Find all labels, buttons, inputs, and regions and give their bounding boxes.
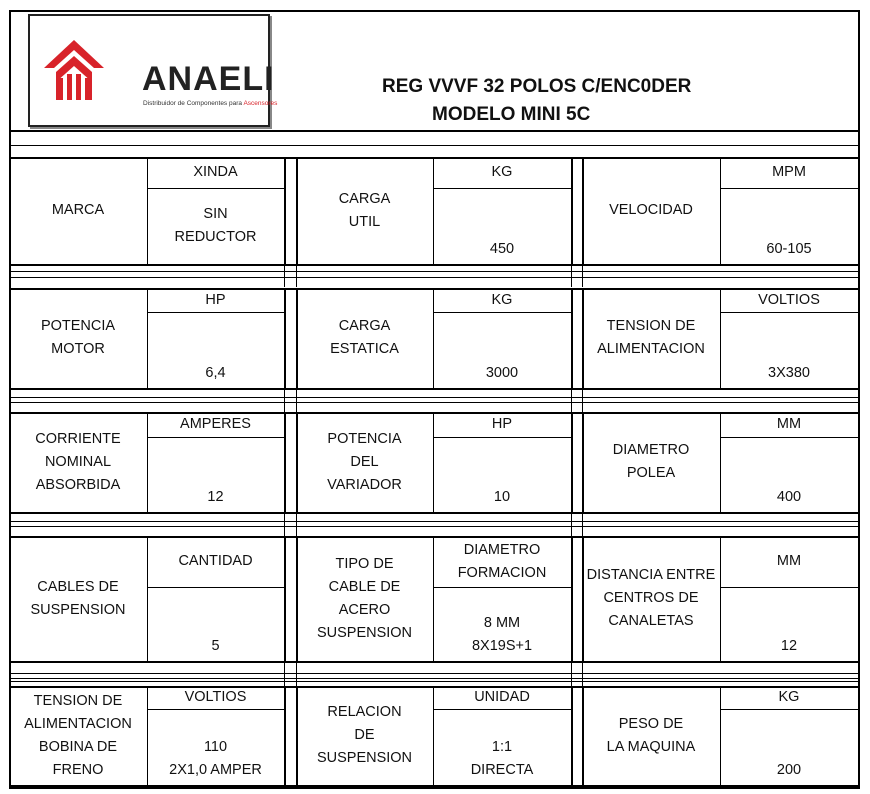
spec-unit: KG	[491, 164, 513, 180]
grid-line	[9, 661, 860, 663]
grid-line	[284, 661, 285, 688]
spec-value: 400	[776, 489, 802, 505]
grid-line	[9, 785, 860, 787]
spec-label: PESO DE LA MAQUINA	[606, 715, 696, 755]
spec-unit: VOLTIOS	[184, 689, 247, 705]
grid-line	[582, 512, 583, 536]
grid-line	[582, 388, 583, 412]
spec-value: 60-105	[766, 241, 812, 257]
spec-unit: CANTIDAD	[178, 553, 253, 569]
grid-line	[9, 10, 860, 12]
anaeli-emblem-icon	[42, 38, 106, 102]
grid-line	[9, 787, 860, 789]
spec-label: POTENCIA MOTOR	[40, 318, 116, 357]
grid-line	[284, 264, 285, 287]
spec-label: CORRIENTE NOMINAL ABSORBIDA	[35, 430, 121, 493]
spec-label: DIAMETRO POLEA	[612, 442, 690, 481]
grid-line	[9, 402, 860, 403]
page-subtitle: MODELO MINI 5C	[432, 104, 591, 125]
spec-value: 6,4	[205, 365, 226, 381]
spec-value: 12	[207, 489, 224, 505]
grid-line	[571, 388, 572, 412]
grid-line	[9, 277, 860, 278]
grid-line	[284, 686, 286, 785]
grid-line	[284, 288, 286, 388]
grid-line	[9, 521, 860, 522]
spec-value: 3000	[485, 365, 519, 381]
spec-value: 200	[776, 762, 802, 778]
spec-label: POTENCIA DEL VARIADOR	[327, 430, 402, 493]
grid-line	[571, 412, 573, 512]
grid-line	[284, 536, 286, 661]
spec-unit: UNIDAD	[474, 689, 530, 705]
page-title: REG VVVF 32 POLOS C/ENC0DER	[382, 76, 692, 97]
spec-value: 1:1 DIRECTA	[470, 739, 534, 778]
spec-value: 110 2X1,0 AMPER	[169, 739, 262, 778]
spec-value: 10	[493, 489, 511, 505]
spec-label: MARCA	[51, 202, 105, 218]
spec-value: 8 MM 8X19S+1	[471, 615, 533, 654]
grid-line	[9, 681, 860, 682]
spec-value: 450	[489, 241, 515, 257]
grid-line	[296, 388, 297, 412]
grid-line	[284, 512, 285, 536]
spec-label: CARGA UTIL	[338, 190, 391, 230]
grid-line	[571, 512, 572, 536]
spec-label: TIPO DE CABLE DE ACERO SUSPENSION	[316, 555, 413, 641]
logo-tagline: Distribuidor de Componentes para Ascensores	[143, 100, 278, 107]
grid-line	[9, 130, 860, 132]
spec-unit: DIAMETRO FORMACION	[457, 541, 547, 581]
grid-line	[9, 10, 11, 788]
spec-label: VELOCIDAD	[609, 202, 693, 218]
spec-value: 5	[211, 638, 220, 654]
grid-line	[582, 661, 583, 688]
grid-line	[9, 678, 860, 679]
grid-line	[284, 412, 286, 512]
grid-line	[571, 686, 573, 785]
grid-line	[858, 10, 860, 788]
grid-line	[9, 271, 860, 272]
logo-name: ANAELI	[142, 60, 275, 98]
grid-line	[9, 397, 860, 398]
grid-line	[284, 388, 285, 412]
spec-label: DISTANCIA ENTRE CENTROS DE CANALETAS	[586, 567, 716, 629]
grid-line	[582, 264, 583, 287]
grid-line	[571, 288, 573, 388]
grid-line	[9, 145, 860, 146]
grid-line	[9, 512, 860, 514]
grid-line	[571, 157, 573, 264]
grid-line	[9, 388, 860, 390]
grid-line	[296, 264, 297, 287]
grid-line	[296, 661, 297, 688]
spec-value: 12	[780, 638, 798, 654]
spec-unit: VOLTIOS	[758, 291, 820, 308]
grid-line	[296, 512, 297, 536]
spec-label: CARGA ESTATICA	[330, 318, 399, 357]
grid-line	[9, 526, 860, 527]
spec-unit: MM	[776, 416, 802, 432]
spec-label: CABLES DE SUSPENSION	[30, 578, 126, 618]
spec-label: RELACION DE SUSPENSION	[316, 704, 413, 766]
spec-label: TENSION DE ALIMENTACION BOBINA DE FRENO	[24, 692, 132, 778]
grid-line	[284, 157, 286, 264]
spec-unit: AMPERES	[180, 416, 251, 432]
grid-line	[571, 536, 573, 661]
spec-unit: KG	[491, 291, 513, 308]
spec-unit: XINDA	[193, 164, 238, 180]
grid-line	[571, 264, 572, 287]
spec-unit: HP	[491, 416, 513, 432]
spec-label: TENSION DE ALIMENTACION	[597, 318, 705, 357]
grid-line	[571, 661, 572, 688]
grid-line	[9, 673, 860, 674]
spec-value: 3X380	[768, 365, 810, 381]
logo	[28, 14, 278, 127]
spec-unit: HP	[205, 291, 226, 308]
spec-unit: MPM	[772, 164, 806, 180]
spec-value: SIN REDUCTOR	[174, 206, 257, 245]
spec-unit: KG	[778, 689, 800, 705]
spec-unit: MM	[776, 553, 802, 569]
grid-line	[9, 264, 860, 266]
